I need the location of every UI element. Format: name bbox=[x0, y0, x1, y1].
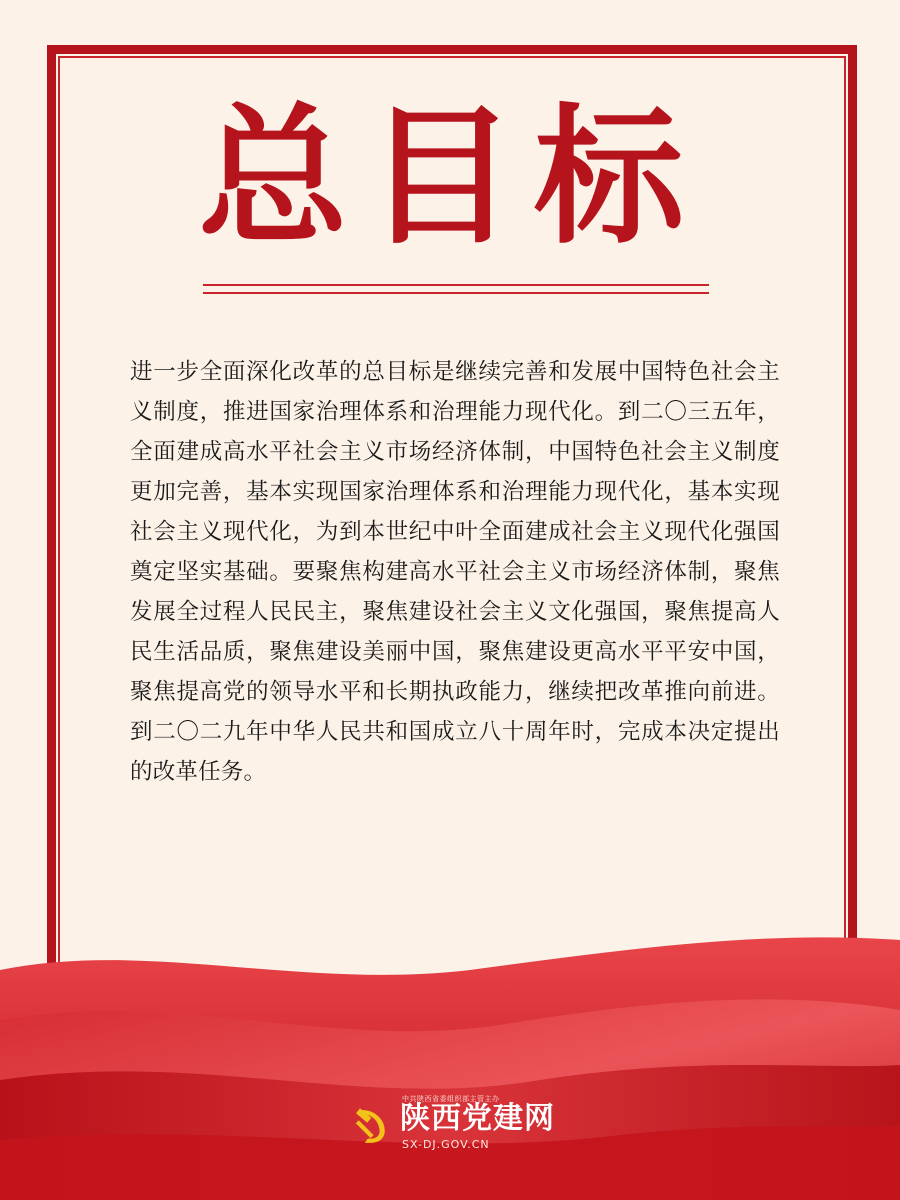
site-footer bbox=[350, 1094, 570, 1154]
footer-url: SX-DJ.GOV.CN bbox=[402, 1138, 490, 1151]
title-divider-bottom bbox=[203, 292, 709, 294]
page-title: 总目标 bbox=[197, 91, 702, 265]
body-paragraph: 进一步全面深化改革的总目标是继续完善和发展中国特色社会主义制度，推进国家治理体系和治理能力现代化。到二〇三五年，全面建成高水平社会主义市场经济体制，中国特色社会主义制度更加完善，基本实现国家治理体系和治理能力现代化，基本实现社会主义现代化，为到本世纪中叶全面建成社会主义现代化强国奠定坚实基础。要聚焦构建高水平社会主义市场经济体制，聚焦发展全过程人民民主，聚焦建设社会主义文化强国，聚焦提高人民生活品质，聚焦建设美丽中国，聚焦建设更高水平平安中国，聚焦提高党的领导水平和长期执政能力，继续把改革推向前进。到二〇二九年中华人民共和国成立八十周年时，完成本决定提出的改革任务。 bbox=[130, 359, 780, 785]
hammer-sickle-icon bbox=[350, 1104, 392, 1146]
footer-site-name: 陕西党建网 bbox=[400, 1101, 555, 1136]
title-divider-top bbox=[203, 284, 709, 286]
footer-subtitle: 中共陕西省委组织部主管主办 bbox=[402, 1095, 500, 1103]
red-flag-waves bbox=[0, 930, 900, 1200]
